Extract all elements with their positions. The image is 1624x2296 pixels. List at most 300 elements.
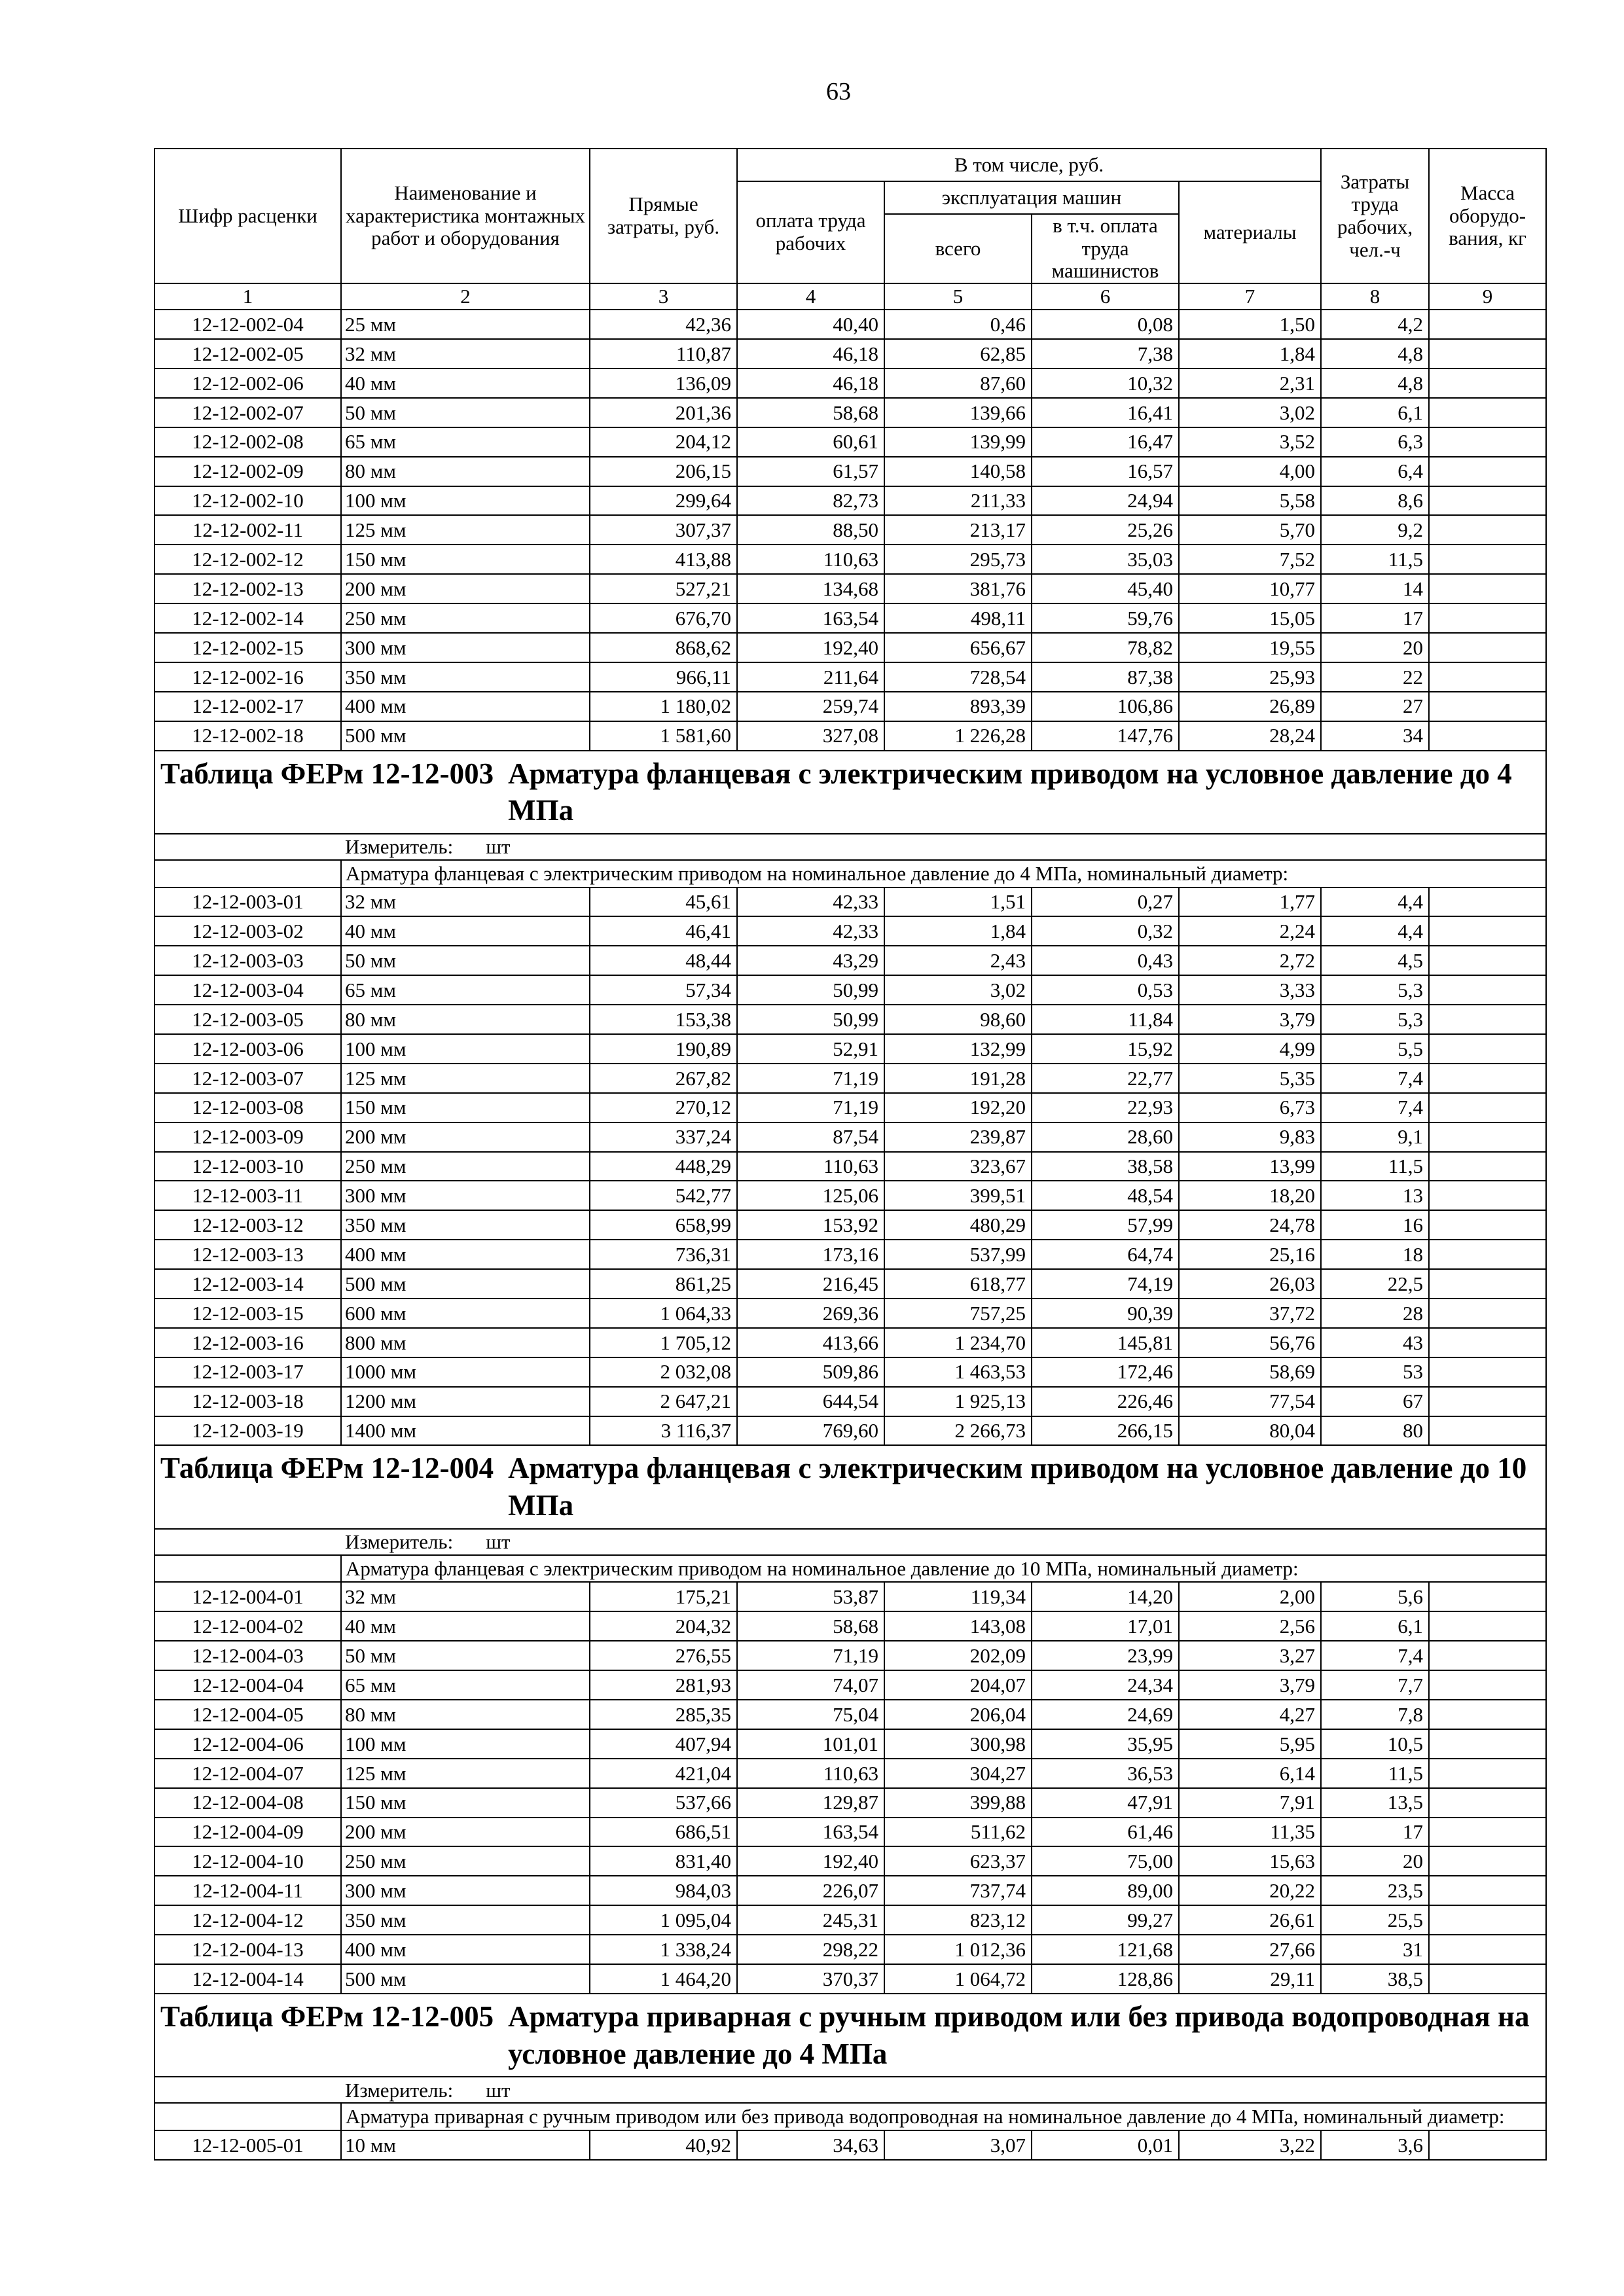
materials-cost-cell: 4,99 <box>1179 1034 1321 1064</box>
materials-cost-cell: 1,84 <box>1179 339 1321 368</box>
machine-total-cell: 304,27 <box>884 1759 1032 1788</box>
machine-total-cell: 2 266,73 <box>884 1416 1032 1446</box>
work-name-cell: 25 мм <box>341 310 590 339</box>
table-row <box>154 310 1546 339</box>
direct-costs-cell: 46,41 <box>590 916 737 946</box>
worker-pay-cell: 46,18 <box>737 339 884 368</box>
worker-pay-cell: 75,04 <box>737 1700 884 1729</box>
worker-pay-cell: 88,50 <box>737 515 884 545</box>
rate-code-cell: 12-12-004-05 <box>154 1700 341 1729</box>
section-table-name: Арматура приварная с ручным приводом или без привода водопроводная на условное давление до 4 МПа <box>508 2000 1530 2070</box>
worker-pay-cell: 101,01 <box>737 1729 884 1759</box>
section-description: Арматура фланцевая с электрическим приводом на номинальное давление до 10 МПа, номинальный диаметр: <box>341 1555 1546 1583</box>
machinist-pay-cell: 10,32 <box>1032 368 1179 398</box>
header-direct-costs: Прямые затраты, руб. <box>590 149 737 283</box>
equipment-mass-cell <box>1429 1328 1546 1357</box>
worker-pay-cell: 46,18 <box>737 368 884 398</box>
worker-pay-cell: 327,08 <box>737 721 884 751</box>
work-name-cell: 200 мм <box>341 1122 590 1152</box>
equipment-mass-cell <box>1429 1700 1546 1729</box>
table-row <box>154 1357 1546 1387</box>
table-body <box>154 310 1546 2160</box>
description-row <box>154 2103 1546 2130</box>
table-row <box>154 1700 1546 1729</box>
machinist-pay-cell: 0,43 <box>1032 946 1179 975</box>
equipment-mass-cell <box>1429 2130 1546 2160</box>
table-row <box>154 1788 1546 1818</box>
equipment-mass-cell <box>1429 1611 1546 1641</box>
table-row <box>154 633 1546 662</box>
work-name-cell: 400 мм <box>341 1240 590 1269</box>
direct-costs-cell: 1 064,33 <box>590 1299 737 1328</box>
table-row <box>154 574 1546 603</box>
materials-cost-cell: 13,99 <box>1179 1152 1321 1181</box>
rate-code-cell: 12-12-003-08 <box>154 1093 341 1122</box>
materials-cost-cell: 77,54 <box>1179 1387 1321 1416</box>
machine-total-cell: 381,76 <box>884 574 1032 603</box>
direct-costs-cell: 1 464,20 <box>590 1964 737 1994</box>
labor-hours-cell: 53 <box>1321 1357 1429 1387</box>
equipment-mass-cell <box>1429 1357 1546 1387</box>
machinist-pay-cell: 17,01 <box>1032 1611 1179 1641</box>
machine-total-cell: 87,60 <box>884 368 1032 398</box>
measure-label: Измеритель: <box>345 2078 454 2102</box>
materials-cost-cell: 4,27 <box>1179 1700 1321 1729</box>
machine-total-cell: 823,12 <box>884 1905 1032 1935</box>
rate-code-cell: 12-12-002-18 <box>154 721 341 751</box>
machinist-pay-cell: 106,86 <box>1032 692 1179 721</box>
materials-cost-cell: 27,66 <box>1179 1935 1321 1964</box>
worker-pay-cell: 173,16 <box>737 1240 884 1269</box>
equipment-mass-cell <box>1429 310 1546 339</box>
labor-hours-cell: 4,5 <box>1321 946 1429 975</box>
rate-code-cell: 12-12-002-12 <box>154 545 341 574</box>
direct-costs-cell: 861,25 <box>590 1269 737 1299</box>
work-name-cell: 100 мм <box>341 1034 590 1064</box>
machinist-pay-cell: 61,46 <box>1032 1818 1179 1847</box>
rate-code-cell: 12-12-004-09 <box>154 1818 341 1847</box>
table-row <box>154 1269 1546 1299</box>
table-row <box>154 1818 1546 1847</box>
table-row <box>154 888 1546 917</box>
direct-costs-cell: 42,36 <box>590 310 737 339</box>
section-description: Арматура фланцевая с электрическим приводом на номинальное давление до 4 МПа, номинальный диаметр: <box>341 860 1546 888</box>
work-name-cell: 250 мм <box>341 1846 590 1876</box>
machine-total-cell: 1,51 <box>884 888 1032 917</box>
rate-code-cell: 12-12-002-13 <box>154 574 341 603</box>
materials-cost-cell: 2,00 <box>1179 1582 1321 1611</box>
worker-pay-cell: 216,45 <box>737 1269 884 1299</box>
equipment-mass-cell <box>1429 1876 1546 1905</box>
work-name-cell: 500 мм <box>341 1964 590 1994</box>
section-table-id: Таблица ФЕРм 12-12-003 <box>160 757 494 790</box>
machine-total-cell: 3,02 <box>884 975 1032 1005</box>
rate-code-cell: 12-12-004-13 <box>154 1935 341 1964</box>
direct-costs-cell: 201,36 <box>590 398 737 427</box>
machinist-pay-cell: 89,00 <box>1032 1876 1179 1905</box>
machinist-pay-cell: 128,86 <box>1032 1964 1179 1994</box>
table-row <box>154 1005 1546 1034</box>
labor-hours-cell: 14 <box>1321 574 1429 603</box>
worker-pay-cell: 50,99 <box>737 1005 884 1034</box>
worker-pay-cell: 413,66 <box>737 1328 884 1357</box>
machine-total-cell: 399,88 <box>884 1788 1032 1818</box>
equipment-mass-cell <box>1429 1788 1546 1818</box>
machinist-pay-cell: 57,99 <box>1032 1210 1179 1240</box>
measure-label: Измеритель: <box>345 1530 454 1554</box>
labor-hours-cell: 16 <box>1321 1210 1429 1240</box>
equipment-mass-cell <box>1429 1269 1546 1299</box>
materials-cost-cell: 3,79 <box>1179 1005 1321 1034</box>
rate-code-cell: 12-12-002-15 <box>154 633 341 662</box>
labor-hours-cell: 13 <box>1321 1181 1429 1210</box>
materials-cost-cell: 15,05 <box>1179 603 1321 633</box>
machinist-pay-cell: 11,84 <box>1032 1005 1179 1034</box>
worker-pay-cell: 192,40 <box>737 1846 884 1876</box>
machine-total-cell: 206,04 <box>884 1700 1032 1729</box>
work-name-cell: 350 мм <box>341 662 590 692</box>
rate-code-cell: 12-12-004-04 <box>154 1670 341 1700</box>
column-number: 8 <box>1321 283 1429 310</box>
table-row <box>154 1964 1546 1994</box>
direct-costs-cell: 206,15 <box>590 457 737 486</box>
table-row <box>154 457 1546 486</box>
labor-hours-cell: 4,2 <box>1321 310 1429 339</box>
machine-total-cell: 1,84 <box>884 916 1032 946</box>
machine-total-cell: 323,67 <box>884 1152 1032 1181</box>
worker-pay-cell: 82,73 <box>737 486 884 516</box>
labor-hours-cell: 4,8 <box>1321 368 1429 398</box>
work-name-cell: 50 мм <box>341 1641 590 1670</box>
work-name-cell: 350 мм <box>341 1905 590 1935</box>
work-name-cell: 65 мм <box>341 427 590 457</box>
worker-pay-cell: 74,07 <box>737 1670 884 1700</box>
table-row <box>154 1328 1546 1357</box>
direct-costs-cell: 1 705,12 <box>590 1328 737 1357</box>
section-table-name: Арматура фланцевая с электрическим приводом на условное давление до 10 МПа <box>508 1452 1527 1522</box>
direct-costs-cell: 1 338,24 <box>590 1935 737 1964</box>
machinist-pay-cell: 90,39 <box>1032 1299 1179 1328</box>
machine-total-cell: 1 064,72 <box>884 1964 1032 1994</box>
direct-costs-cell: 1 095,04 <box>590 1905 737 1935</box>
equipment-mass-cell <box>1429 662 1546 692</box>
machinist-pay-cell: 172,46 <box>1032 1357 1179 1387</box>
column-number: 2 <box>341 283 590 310</box>
direct-costs-cell: 270,12 <box>590 1093 737 1122</box>
table-row <box>154 1093 1546 1122</box>
machine-total-cell: 1 012,36 <box>884 1935 1032 1964</box>
description-row <box>154 1555 1546 1583</box>
equipment-mass-cell <box>1429 1905 1546 1935</box>
labor-hours-cell: 20 <box>1321 633 1429 662</box>
equipment-mass-cell <box>1429 1641 1546 1670</box>
equipment-mass-cell <box>1429 603 1546 633</box>
direct-costs-cell: 407,94 <box>590 1729 737 1759</box>
machinist-pay-cell: 0,08 <box>1032 310 1179 339</box>
machine-total-cell: 728,54 <box>884 662 1032 692</box>
header-machine-operation: эксплуатация машин <box>884 181 1179 214</box>
rate-code-cell: 12-12-003-10 <box>154 1152 341 1181</box>
machine-total-cell: 537,99 <box>884 1240 1032 1269</box>
worker-pay-cell: 298,22 <box>737 1935 884 1964</box>
table-row <box>154 1876 1546 1905</box>
rates-table <box>154 148 1547 2161</box>
worker-pay-cell: 58,68 <box>737 398 884 427</box>
direct-costs-cell: 204,32 <box>590 1611 737 1641</box>
work-name-cell: 32 мм <box>341 339 590 368</box>
materials-cost-cell: 4,00 <box>1179 457 1321 486</box>
direct-costs-cell: 421,04 <box>590 1759 737 1788</box>
section-title <box>160 755 1545 829</box>
materials-cost-cell: 7,91 <box>1179 1788 1321 1818</box>
equipment-mass-cell <box>1429 1093 1546 1122</box>
direct-costs-cell: 153,38 <box>590 1005 737 1034</box>
direct-costs-cell: 204,12 <box>590 427 737 457</box>
header-labor-hours: Затраты труда рабочих, чел.-ч <box>1321 149 1429 283</box>
direct-costs-cell: 542,77 <box>590 1181 737 1210</box>
table-row <box>154 1387 1546 1416</box>
machinist-pay-cell: 16,41 <box>1032 398 1179 427</box>
machine-total-cell: 618,77 <box>884 1269 1032 1299</box>
work-name-cell: 600 мм <box>341 1299 590 1328</box>
labor-hours-cell: 43 <box>1321 1328 1429 1357</box>
column-number: 3 <box>590 283 737 310</box>
equipment-mass-cell <box>1429 1299 1546 1328</box>
rate-code-cell: 12-12-004-11 <box>154 1876 341 1905</box>
measure-label: Измеритель: <box>345 835 454 859</box>
materials-cost-cell: 28,24 <box>1179 721 1321 751</box>
machine-total-cell: 192,20 <box>884 1093 1032 1122</box>
column-number: 1 <box>154 283 341 310</box>
labor-hours-cell: 5,5 <box>1321 1034 1429 1064</box>
labor-hours-cell: 23,5 <box>1321 1876 1429 1905</box>
machine-total-cell: 656,67 <box>884 633 1032 662</box>
machinist-pay-cell: 74,19 <box>1032 1269 1179 1299</box>
machine-total-cell: 139,99 <box>884 427 1032 457</box>
labor-hours-cell: 27 <box>1321 692 1429 721</box>
direct-costs-cell: 337,24 <box>590 1122 737 1152</box>
rate-code-cell: 12-12-003-07 <box>154 1064 341 1093</box>
machinist-pay-cell: 64,74 <box>1032 1240 1179 1269</box>
work-name-cell: 80 мм <box>341 1005 590 1034</box>
machine-total-cell: 211,33 <box>884 486 1032 516</box>
materials-cost-cell: 3,52 <box>1179 427 1321 457</box>
section-title-row <box>154 751 1546 834</box>
labor-hours-cell: 10,5 <box>1321 1729 1429 1759</box>
direct-costs-cell: 267,82 <box>590 1064 737 1093</box>
machinist-pay-cell: 36,53 <box>1032 1759 1179 1788</box>
worker-pay-cell: 769,60 <box>737 1416 884 1446</box>
table-row <box>154 916 1546 946</box>
labor-hours-cell: 18 <box>1321 1240 1429 1269</box>
equipment-mass-cell <box>1429 486 1546 516</box>
machinist-pay-cell: 121,68 <box>1032 1935 1179 1964</box>
labor-hours-cell: 9,1 <box>1321 1122 1429 1152</box>
labor-hours-cell: 7,8 <box>1321 1700 1429 1729</box>
materials-cost-cell: 2,24 <box>1179 916 1321 946</box>
machinist-pay-cell: 23,99 <box>1032 1641 1179 1670</box>
machine-total-cell: 511,62 <box>884 1818 1032 1847</box>
work-name-cell: 125 мм <box>341 1759 590 1788</box>
machinist-pay-cell: 226,46 <box>1032 1387 1179 1416</box>
equipment-mass-cell <box>1429 1034 1546 1064</box>
equipment-mass-cell <box>1429 946 1546 975</box>
materials-cost-cell: 20,22 <box>1179 1876 1321 1905</box>
direct-costs-cell: 307,37 <box>590 515 737 545</box>
worker-pay-cell: 134,68 <box>737 574 884 603</box>
machine-total-cell: 139,66 <box>884 398 1032 427</box>
equipment-mass-cell <box>1429 721 1546 751</box>
materials-cost-cell: 37,72 <box>1179 1299 1321 1328</box>
machine-total-cell: 2,43 <box>884 946 1032 975</box>
direct-costs-cell: 45,61 <box>590 888 737 917</box>
equipment-mass-cell <box>1429 1846 1546 1876</box>
machinist-pay-cell: 147,76 <box>1032 721 1179 751</box>
table-row <box>154 1181 1546 1210</box>
materials-cost-cell: 3,27 <box>1179 1641 1321 1670</box>
labor-hours-cell: 4,4 <box>1321 916 1429 946</box>
section-title <box>160 1998 1545 2072</box>
materials-cost-cell: 3,02 <box>1179 398 1321 427</box>
materials-cost-cell: 11,35 <box>1179 1818 1321 1847</box>
worker-pay-cell: 259,74 <box>737 692 884 721</box>
table-row <box>154 1670 1546 1700</box>
materials-cost-cell: 26,03 <box>1179 1269 1321 1299</box>
direct-costs-cell: 136,09 <box>590 368 737 398</box>
measure-unit: шт <box>486 835 511 859</box>
machinist-pay-cell: 0,32 <box>1032 916 1179 946</box>
machinist-pay-cell: 145,81 <box>1032 1328 1179 1357</box>
labor-hours-cell: 67 <box>1321 1387 1429 1416</box>
equipment-mass-cell <box>1429 1240 1546 1269</box>
worker-pay-cell: 509,86 <box>737 1357 884 1387</box>
worker-pay-cell: 644,54 <box>737 1387 884 1416</box>
labor-hours-cell: 6,1 <box>1321 1611 1429 1641</box>
materials-cost-cell: 25,93 <box>1179 662 1321 692</box>
equipment-mass-cell <box>1429 1416 1546 1446</box>
rate-code-cell: 12-12-002-16 <box>154 662 341 692</box>
equipment-mass-cell <box>1429 975 1546 1005</box>
worker-pay-cell: 58,68 <box>737 1611 884 1641</box>
machinist-pay-cell: 0,53 <box>1032 975 1179 1005</box>
labor-hours-cell: 3,6 <box>1321 2130 1429 2160</box>
work-name-cell: 250 мм <box>341 603 590 633</box>
table-row <box>154 975 1546 1005</box>
rate-code-cell: 12-12-004-02 <box>154 1611 341 1641</box>
direct-costs-cell: 299,64 <box>590 486 737 516</box>
work-name-cell: 150 мм <box>341 545 590 574</box>
table-row <box>154 339 1546 368</box>
rate-code-cell: 12-12-002-04 <box>154 310 341 339</box>
equipment-mass-cell <box>1429 1670 1546 1700</box>
machinist-pay-cell: 25,26 <box>1032 515 1179 545</box>
rate-code-cell: 12-12-004-03 <box>154 1641 341 1670</box>
direct-costs-cell: 736,31 <box>590 1240 737 1269</box>
materials-cost-cell: 3,22 <box>1179 2130 1321 2160</box>
machine-total-cell: 737,74 <box>884 1876 1032 1905</box>
work-name-cell: 200 мм <box>341 574 590 603</box>
section-table-name: Арматура фланцевая с электрическим приводом на условное давление до 4 МПа <box>508 757 1512 827</box>
direct-costs-cell: 868,62 <box>590 633 737 662</box>
worker-pay-cell: 87,54 <box>737 1122 884 1152</box>
rate-code-cell: 12-12-004-08 <box>154 1788 341 1818</box>
rate-code-cell: 12-12-003-13 <box>154 1240 341 1269</box>
labor-hours-cell: 11,5 <box>1321 545 1429 574</box>
labor-hours-cell: 7,4 <box>1321 1093 1429 1122</box>
work-name-cell: 32 мм <box>341 888 590 917</box>
machine-total-cell: 202,09 <box>884 1641 1032 1670</box>
materials-cost-cell: 18,20 <box>1179 1181 1321 1210</box>
direct-costs-cell: 57,34 <box>590 975 737 1005</box>
table-row <box>154 662 1546 692</box>
table-row <box>154 1846 1546 1876</box>
worker-pay-cell: 153,92 <box>737 1210 884 1240</box>
materials-cost-cell: 3,79 <box>1179 1670 1321 1700</box>
machinist-pay-cell: 0,27 <box>1032 888 1179 917</box>
materials-cost-cell: 25,16 <box>1179 1240 1321 1269</box>
header-equipment-mass: Масса оборудо- вания, кг <box>1429 149 1546 283</box>
machinist-pay-cell: 48,54 <box>1032 1181 1179 1210</box>
materials-cost-cell: 1,50 <box>1179 310 1321 339</box>
rate-code-cell: 12-12-003-11 <box>154 1181 341 1210</box>
machine-total-cell: 399,51 <box>884 1181 1032 1210</box>
materials-cost-cell: 2,72 <box>1179 946 1321 975</box>
machine-total-cell: 119,34 <box>884 1582 1032 1611</box>
machinist-pay-cell: 75,00 <box>1032 1846 1179 1876</box>
equipment-mass-cell <box>1429 457 1546 486</box>
rate-code-cell: 12-12-002-17 <box>154 692 341 721</box>
labor-hours-cell: 6,1 <box>1321 398 1429 427</box>
materials-cost-cell: 5,58 <box>1179 486 1321 516</box>
worker-pay-cell: 110,63 <box>737 1759 884 1788</box>
materials-cost-cell: 2,31 <box>1179 368 1321 398</box>
work-name-cell: 80 мм <box>341 1700 590 1729</box>
machinist-pay-cell: 45,40 <box>1032 574 1179 603</box>
labor-hours-cell: 25,5 <box>1321 1905 1429 1935</box>
table-row <box>154 2130 1546 2160</box>
machinist-pay-cell: 24,94 <box>1032 486 1179 516</box>
work-name-cell: 200 мм <box>341 1818 590 1847</box>
rate-code-cell: 12-12-003-01 <box>154 888 341 917</box>
direct-costs-cell: 48,44 <box>590 946 737 975</box>
direct-costs-cell: 190,89 <box>590 1034 737 1064</box>
column-number: 4 <box>737 283 884 310</box>
materials-cost-cell: 26,89 <box>1179 692 1321 721</box>
table-row <box>154 1064 1546 1093</box>
work-name-cell: 50 мм <box>341 398 590 427</box>
worker-pay-cell: 60,61 <box>737 427 884 457</box>
worker-pay-cell: 34,63 <box>737 2130 884 2160</box>
section-table-id: Таблица ФЕРм 12-12-004 <box>160 1452 494 1485</box>
section-table-id: Таблица ФЕРм 12-12-005 <box>160 2000 494 2033</box>
direct-costs-cell: 3 116,37 <box>590 1416 737 1446</box>
machinist-pay-cell: 22,77 <box>1032 1064 1179 1093</box>
worker-pay-cell: 40,40 <box>737 310 884 339</box>
equipment-mass-cell <box>1429 339 1546 368</box>
work-name-cell: 250 мм <box>341 1152 590 1181</box>
table-row <box>154 486 1546 516</box>
direct-costs-cell: 448,29 <box>590 1152 737 1181</box>
rate-code-cell: 12-12-002-05 <box>154 339 341 368</box>
labor-hours-cell: 4,4 <box>1321 888 1429 917</box>
rate-code-cell: 12-12-002-06 <box>154 368 341 398</box>
worker-pay-cell: 71,19 <box>737 1093 884 1122</box>
rate-code-cell: 12-12-002-08 <box>154 427 341 457</box>
labor-hours-cell: 7,4 <box>1321 1641 1429 1670</box>
equipment-mass-cell <box>1429 1064 1546 1093</box>
work-name-cell: 65 мм <box>341 975 590 1005</box>
table-row <box>154 1582 1546 1611</box>
